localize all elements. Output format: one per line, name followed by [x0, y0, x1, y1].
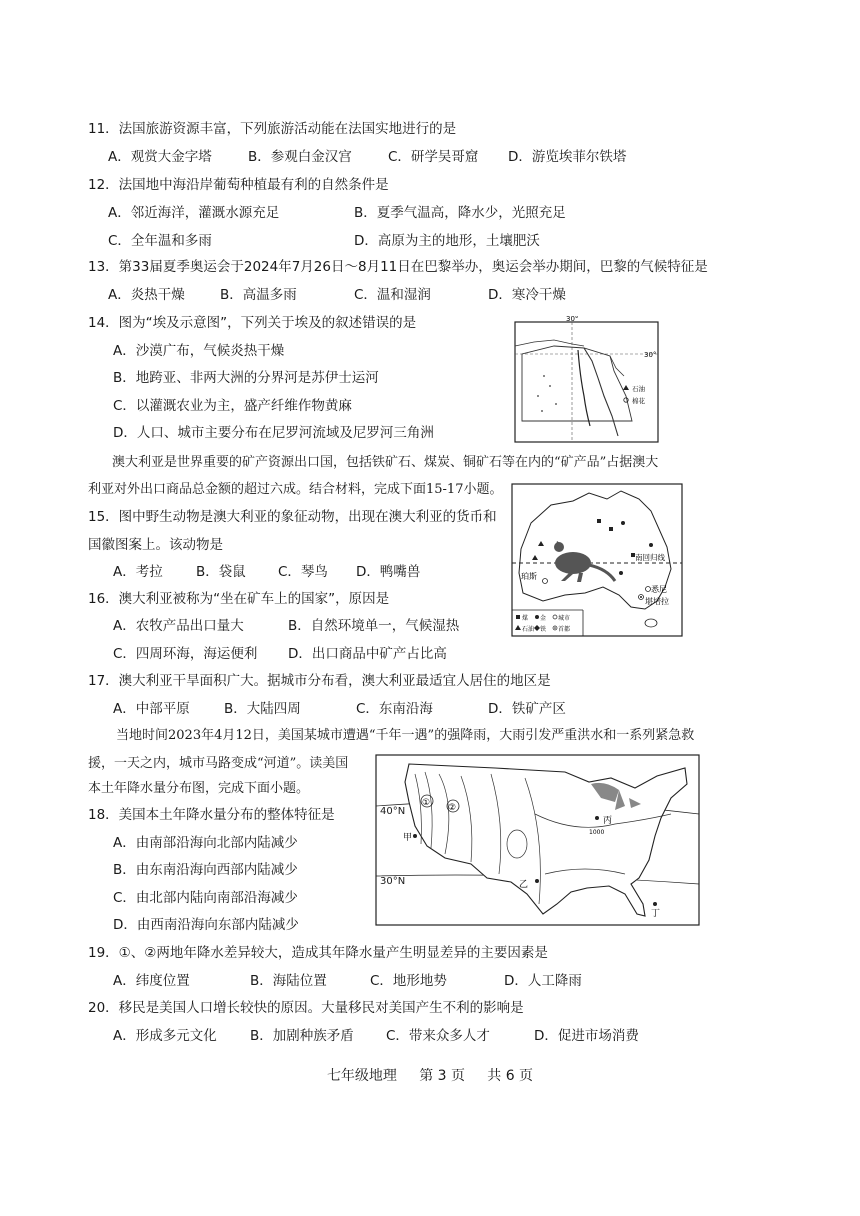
q11-option-b: B．参观白金汉宫: [248, 149, 352, 165]
legend-iron: 铁: [540, 626, 547, 633]
q17-option-d: D．铁矿产区: [488, 701, 566, 717]
question-15-stem: 15．图中野生动物是澳大利亚的象征动物，出现在澳大利亚的货币和: [88, 509, 497, 525]
page-footer: 七年级地理 第 3 页 共 6 页: [326, 1068, 534, 1084]
q18-option-a: A．由南部沿海向北部内陆减少: [113, 835, 298, 851]
egypt-legend-cotton: 棉花: [632, 397, 645, 405]
q20-option-a: A．形成多元文化: [113, 1028, 217, 1044]
q15-option-a: A．考拉: [113, 564, 163, 580]
q16-option-a: A．农牧产品出口量大: [113, 618, 244, 634]
question-13-stem: 13．第33届夏季奥运会于2024年7月26日～8月11日在巴黎举办，奥运会举办期间，巴黎的气候特征是: [88, 259, 708, 275]
place-label-yi: 乙: [519, 880, 529, 890]
q16-option-d: D．出口商品中矿产占比高: [288, 646, 447, 662]
city-label-sydney: 悉尼: [651, 585, 667, 594]
legend-gold: 金: [540, 615, 547, 622]
question-19-stem: 19．①、②两地年降水差异较大，造成其年降水量产生明显差异的主要因素是: [88, 945, 548, 961]
q11-option-d: D．游览埃菲尔铁塔: [508, 149, 627, 165]
australia-passage-line2: 利亚对外出口商品总金额的超过六成。结合材料，完成下面15-17小题。: [88, 482, 503, 497]
q17-option-b: B．大陆四周: [224, 701, 301, 717]
q12-option-b: B．夏季气温高，降水少，光照充足: [354, 205, 566, 221]
q19-option-c: C．地形地势: [370, 973, 447, 989]
question-11-stem: 11．法国旅游资源丰富，下列旅游活动能在法国实地进行的是: [88, 121, 457, 137]
question-20-stem: 20．移民是美国人口增长较快的原因。大量移民对美国产生不利的影响是: [88, 1000, 524, 1016]
q20-option-d: D．促进市场消费: [534, 1028, 639, 1044]
city-label-canberra: 堪培拉: [645, 597, 669, 606]
q15-option-c: C．琴鸟: [278, 564, 328, 580]
question-17-stem: 17．澳大利亚干旱面积广大。据城市分布看，澳大利亚最适宜人居住的地区是: [88, 673, 551, 689]
usa-lat-30-label: 30°N: [380, 876, 406, 887]
usa-map: [375, 754, 700, 926]
q17-option-c: C．东南沿海: [356, 701, 433, 717]
q14-option-d: D．人口、城市主要分布在尼罗河流域及尼罗河三角洲: [113, 425, 434, 441]
question-14-stem: 14．图为“埃及示意图”，下列关于埃及的叙述错误的是: [88, 315, 417, 331]
q17-option-a: A．中部平原: [113, 701, 190, 717]
q18-option-b: B．由东南沿海向西部内陆减少: [113, 862, 298, 878]
usa-lat-40-label: 40°N: [380, 806, 406, 817]
question-15-stem-cont: 国徽图案上。该动物是: [88, 537, 223, 553]
legend-city: 城市: [558, 615, 571, 622]
egypt-lat-label: 30°: [644, 351, 657, 359]
place-label-bing: 丙: [603, 816, 613, 826]
egypt-legend-oil: 石油: [632, 385, 645, 393]
australia-passage-line1: 澳大利亚是世界重要的矿产资源出口国，包括铁矿石、煤炭、铜矿石等在内的“矿产品”占据澳大: [112, 455, 659, 470]
q19-option-a: A．纬度位置: [113, 973, 190, 989]
q18-option-c: C．由北部内陆向南部沿海减少: [113, 890, 298, 906]
q13-option-b: B．高温多雨: [220, 287, 297, 303]
q16-option-c: C．四周环海，海运便利: [113, 646, 258, 662]
usa-passage-line1: 当地时间2023年4月12日，美国某城市遭遇“千年一遇”的强降雨，大雨引发严重洪水和一系列紧急救: [116, 728, 695, 743]
q15-option-b: B．袋鼠: [196, 564, 246, 580]
isohyet-1000-label: 1000: [589, 829, 605, 836]
circled-2-label: ②: [448, 803, 457, 813]
q13-option-c: C．温和湿润: [354, 287, 431, 303]
q14-option-b: B．地跨亚、非两大洲的分界河是苏伊士运河: [113, 370, 379, 386]
q12-option-a: A．邻近海洋，灌溉水源充足: [108, 205, 280, 221]
legend-capital: 首都: [558, 626, 571, 633]
question-16-stem: 16．澳大利亚被称为“坐在矿车上的国家”，原因是: [88, 591, 390, 607]
q19-option-b: B．海陆位置: [250, 973, 327, 989]
question-18-stem: 18．美国本土年降水量分布的整体特征是: [88, 807, 335, 823]
place-label-ding: 丁: [651, 909, 661, 919]
egypt-lon-label: 30°: [566, 316, 579, 323]
place-label-jia: 甲: [403, 833, 413, 843]
q14-option-a: A．沙漠广布，气候炎热干燥: [113, 343, 285, 359]
circled-1-label: ①: [422, 798, 431, 808]
usa-passage-line2: 援，一天之内，城市马路变成“河道”。读美国: [88, 756, 349, 771]
usa-passage-line3: 本土年降水量分布图，完成下面小题。: [88, 781, 310, 796]
australia-map: [511, 483, 683, 637]
q11-option-a: A．观赏大金字塔: [108, 149, 212, 165]
q13-option-d: D．寒冷干燥: [488, 287, 566, 303]
q20-option-b: B．加剧种族矛盾: [250, 1028, 354, 1044]
q12-option-d: D．高原为主的地形，土壤肥沃: [354, 233, 540, 249]
q11-option-c: C．研学吴哥窟: [388, 149, 479, 165]
tropic-label: 南回归线: [635, 553, 665, 562]
egypt-map: [514, 316, 660, 443]
city-label-perth: 珀斯: [521, 572, 537, 581]
question-12-stem: 12．法国地中海沿岸葡萄种植最有利的自然条件是: [88, 177, 389, 193]
q14-option-c: C．以灌溉农业为主，盛产纤维作物黄麻: [113, 398, 352, 414]
q20-option-c: C．带来众多人才: [386, 1028, 490, 1044]
q15-option-d: D．鸭嘴兽: [356, 564, 421, 580]
q16-option-b: B．自然环境单一，气候湿热: [288, 618, 460, 634]
q12-option-c: C．全年温和多雨: [108, 233, 212, 249]
q19-option-d: D．人工降雨: [504, 973, 582, 989]
legend-oil: 石油: [522, 626, 535, 633]
q13-option-a: A．炎热干燥: [108, 287, 185, 303]
q18-option-d: D．由西南沿海向东部内陆减少: [113, 917, 299, 933]
legend-coal: 煤: [522, 615, 529, 622]
